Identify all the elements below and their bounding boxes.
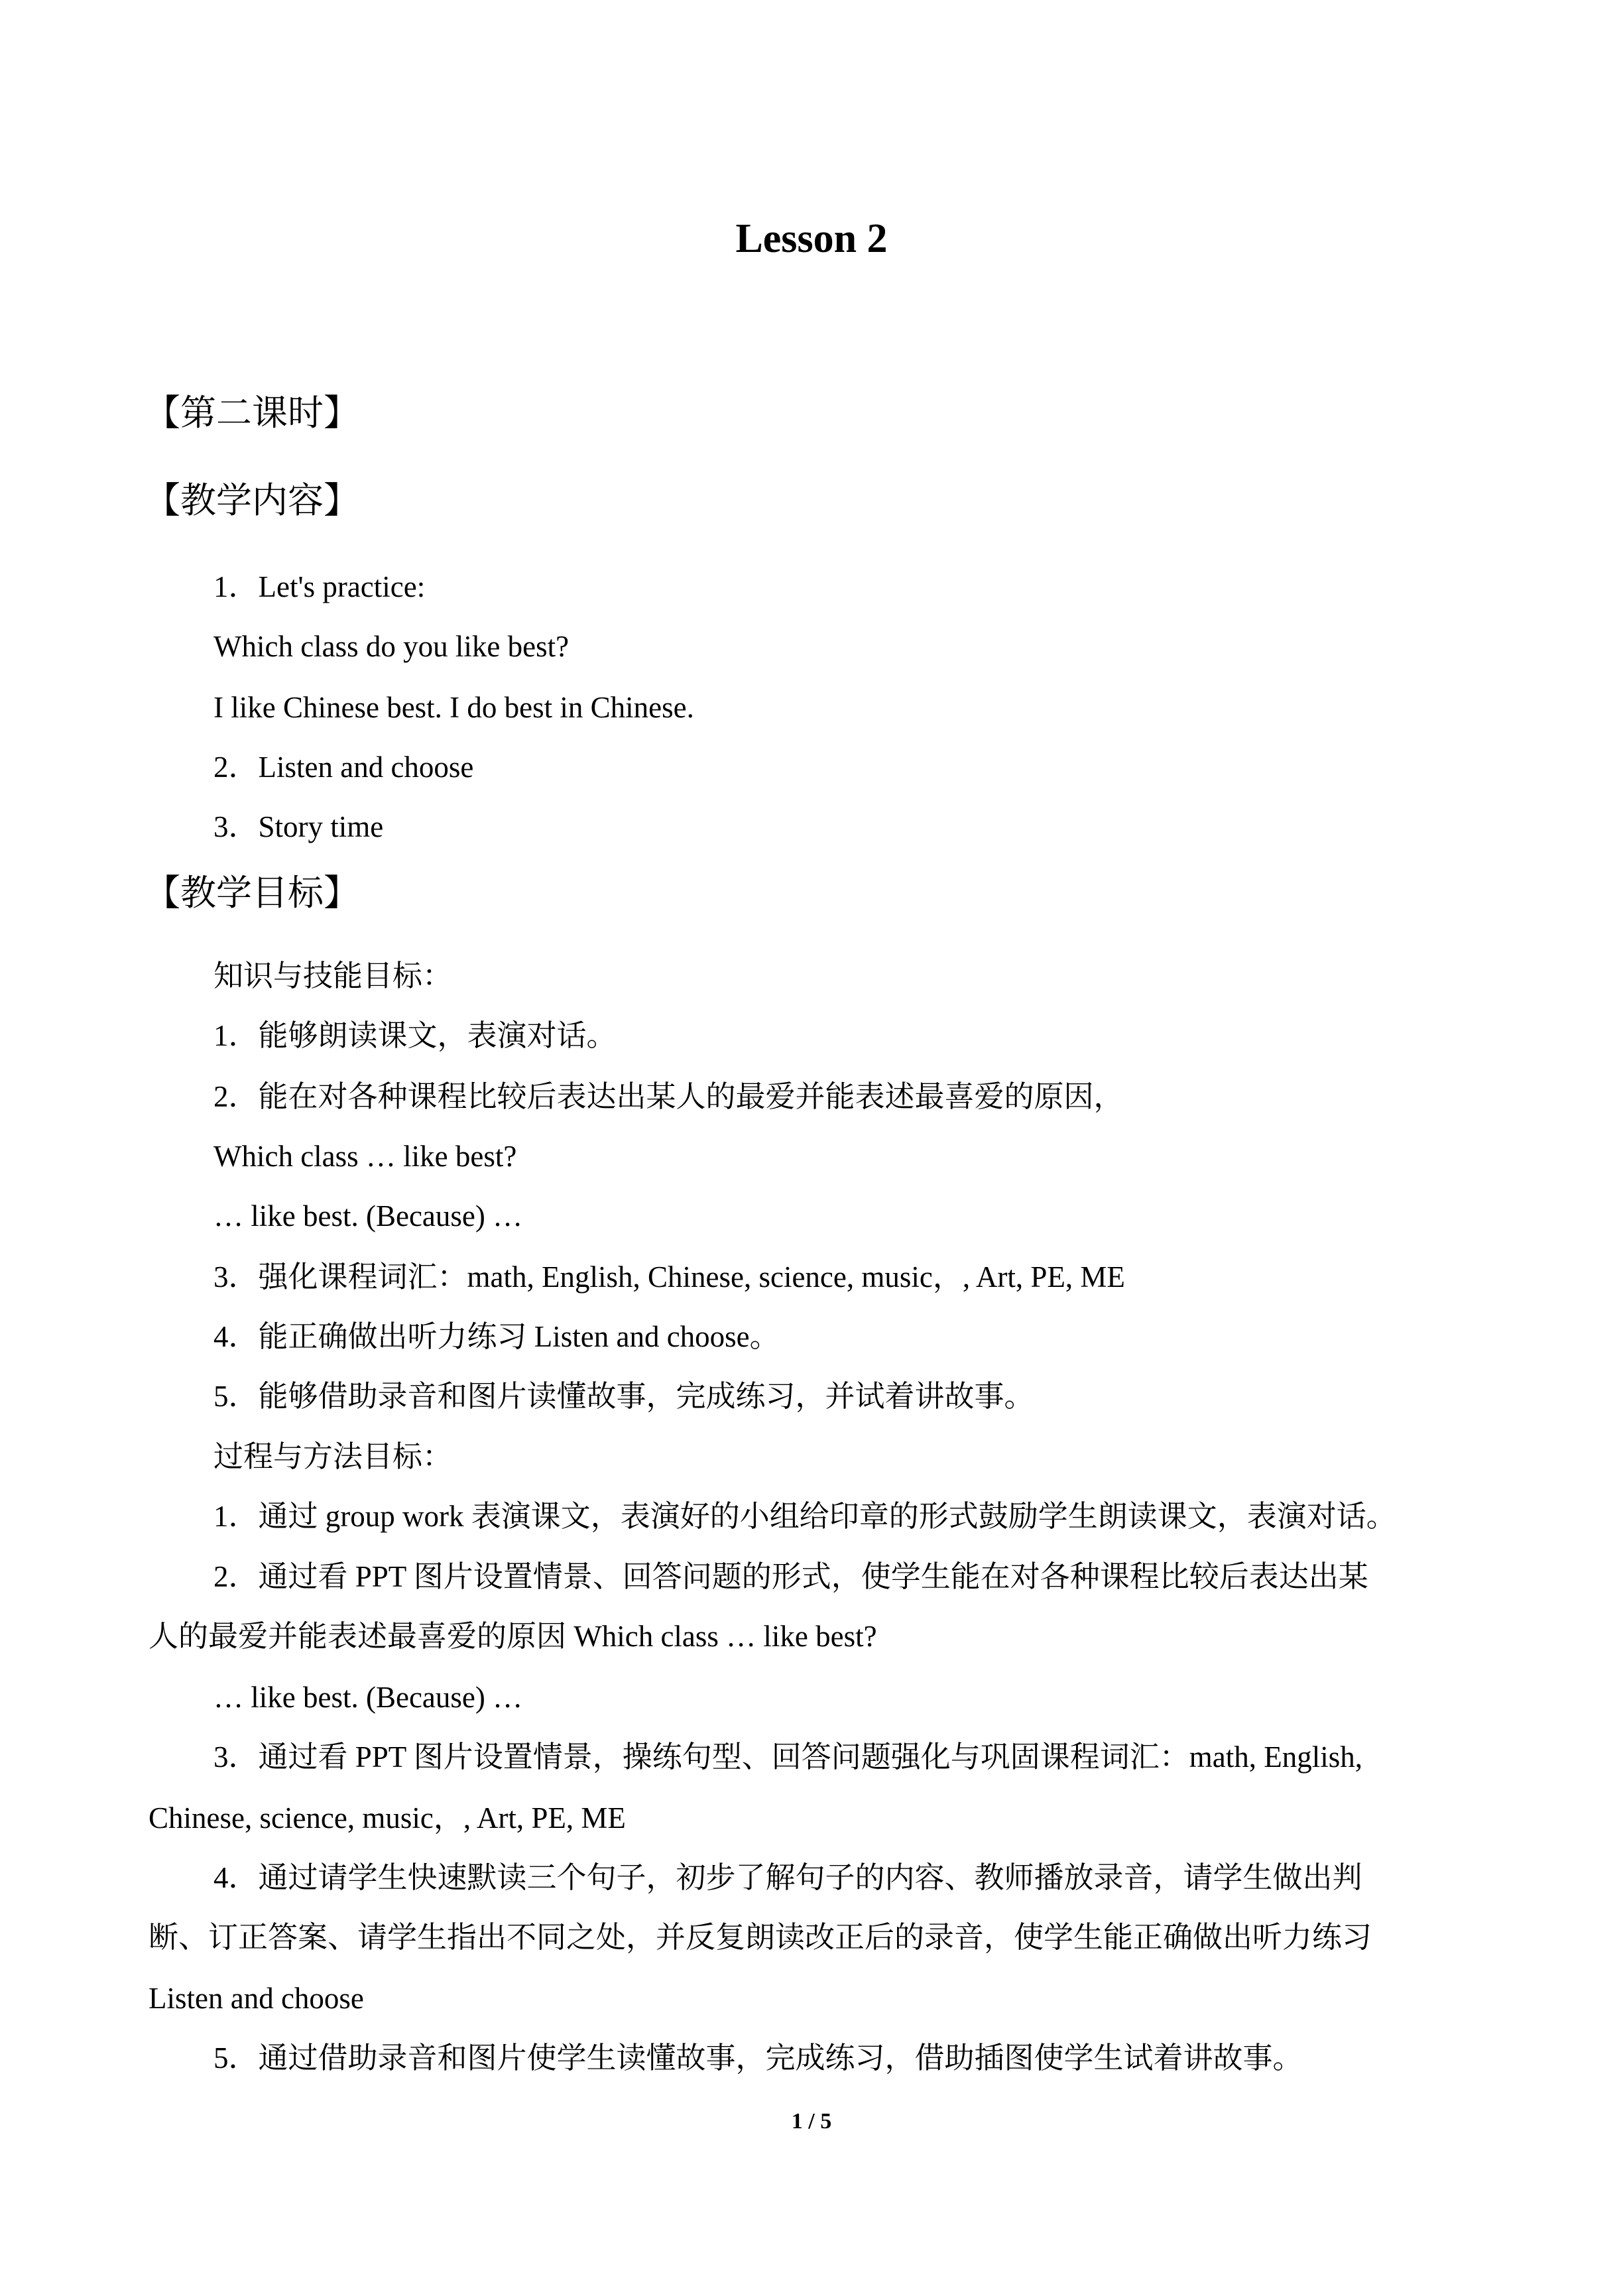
section-heading-period: 【第二课时】 [145,393,359,433]
process-paragraph-2-line-3: … like best. (Because) … [213,1681,523,1714]
document-title: Lesson 2 [735,216,888,261]
knowledge-item-6: 4．能正确做出听力练习 Listen and choose。 [213,1320,780,1353]
knowledge-item-1: 1．能够朗读课文，表演对话。 [213,1019,617,1052]
process-paragraph-2-line-2: 人的最爱并能表述最喜爱的原因 Which class … like best? [149,1620,877,1653]
knowledge-heading: 知识与技能目标： [213,959,453,993]
process-paragraph-4-line-3: Listen and choose [149,1982,364,2015]
knowledge-item-5: 3．强化课程词汇：math, English, Chinese, science, music，, Art, PE, ME [213,1260,1125,1294]
process-paragraph-2-line-1: 2．通过看 PPT 图片设置情景、回答问题的形式，使学生能在对各种课程比较后表达出某 [213,1560,1368,1593]
process-paragraph-3-line-1: 3．通过看 PPT 图片设置情景，操练句型、回答问题强化与巩固课程词汇：math, English, [213,1740,1362,1774]
process-paragraph-3-line-2: Chinese, science, music，, Art, PE, ME [149,1801,626,1835]
section-heading-goals: 【教学目标】 [145,873,359,913]
process-heading: 过程与方法目标： [213,1440,453,1473]
page-number: 1 / 5 [791,2109,832,2134]
content-item-2: Which class do you like best? [213,630,570,663]
section-heading-content: 【教学内容】 [145,481,359,520]
process-paragraph-4-line-1: 4．通过请学生快速默读三个句子，初步了解句子的内容、教师播放录音，请学生做出判 [213,1861,1362,1894]
content-item-1: 1．Let's practice: [213,570,426,603]
process-paragraph-1: 1．通过 group work 表演课文，表演好的小组给印章的形式鼓励学生朗读课文，表演对话。 [213,1500,1396,1533]
process-paragraph-4-line-2: 断、订正答案、请学生指出不同之处，并反复朗读改正后的录音，使学生能正确做出听力练习 [149,1921,1372,1954]
knowledge-item-4: … like best. (Because) … [213,1199,523,1233]
knowledge-item-7: 5．能够借助录音和图片读懂故事，完成练习，并试着讲故事。 [213,1380,1034,1413]
content-item-5: 3．Story time [213,810,384,843]
knowledge-item-2: 2．能在对各种课程比较后表达出某人的最爱并能表述最喜爱的原因， [213,1080,1124,1113]
content-item-3: I like Chinese best. I do best in Chinese. [213,691,694,724]
process-paragraph-5: 5．通过借助录音和图片使学生读懂故事，完成练习，借助插图使学生试着讲故事。 [213,2041,1303,2075]
content-item-4: 2．Listen and choose [213,751,474,784]
knowledge-item-3: Which class … like best? [213,1140,517,1173]
